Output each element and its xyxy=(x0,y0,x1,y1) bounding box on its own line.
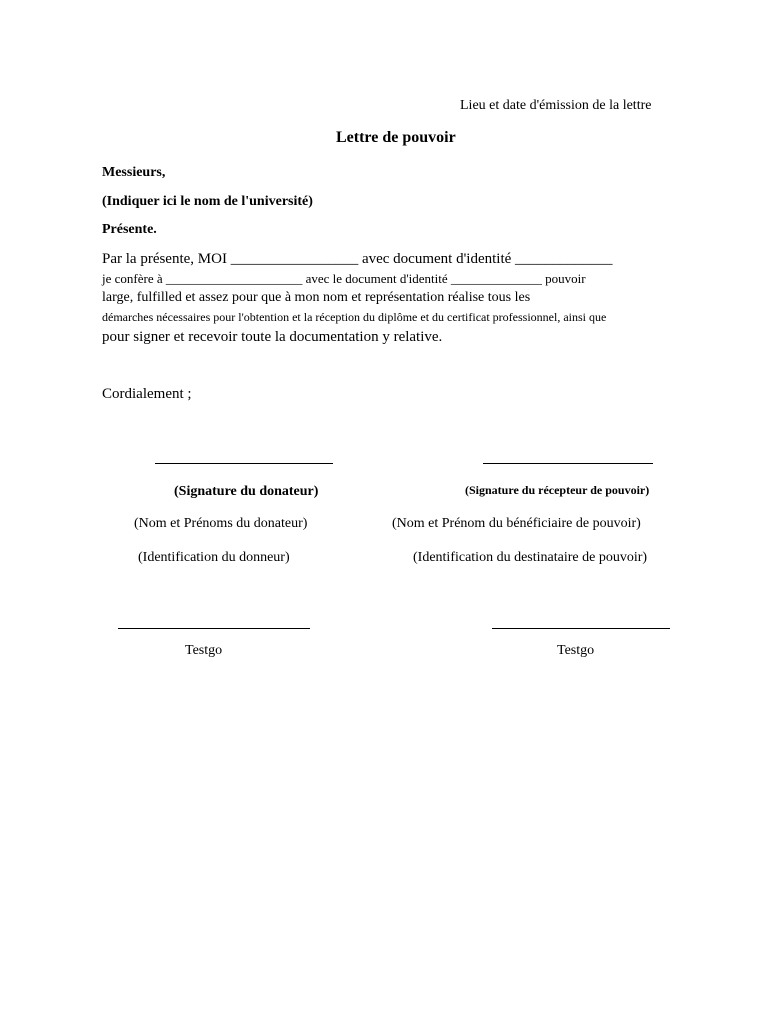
signature-line-left xyxy=(155,463,333,464)
salutation-present: Présente. xyxy=(102,222,157,237)
donor-id-label: (Identification du donneur) xyxy=(138,550,290,565)
witness-name-left: Testgo xyxy=(185,643,223,658)
salutation-greeting: Messieurs, xyxy=(102,165,166,180)
body-line-4: démarches nécessaires pour l'obtention et la réception du diplôme et du certificat professionnel, ainsi que xyxy=(102,310,607,324)
recipient-name-label: (Nom et Prénom du bénéficiaire de pouvoir) xyxy=(392,516,641,531)
university-placeholder: (Indiquer ici le nom de l'université) xyxy=(102,194,313,209)
closing-text: Cordialement ; xyxy=(102,386,192,402)
body-line-3: large, fulfilled et assez pour que à mon nom et représentation réalise tous les xyxy=(102,290,531,305)
signature-label-recipient: (Signature du récepteur de pouvoir) xyxy=(465,483,650,497)
body-line-5: pour signer et recevoir toute la documentation y relative. xyxy=(102,329,443,345)
document-title: Lettre de pouvoir xyxy=(336,129,456,146)
signature-label-donor: (Signature du donateur) xyxy=(174,484,319,499)
recipient-id-label: (Identification du destinataire de pouvoir) xyxy=(413,550,648,565)
body-line-2: je confère à _____________________ avec le document d'identité ______________ pouvoir xyxy=(102,271,586,286)
body-line-1: Par la présente, MOI _________________ avec document d'identité _____________ xyxy=(102,251,613,267)
signature-line-right xyxy=(483,463,653,464)
witness-name-right: Testgo xyxy=(557,643,595,658)
witness-line-right xyxy=(492,628,670,629)
witness-line-left xyxy=(118,628,310,629)
place-date-line: Lieu et date d'émission de la lettre xyxy=(460,98,652,113)
donor-name-label: (Nom et Prénoms du donateur) xyxy=(134,516,308,531)
